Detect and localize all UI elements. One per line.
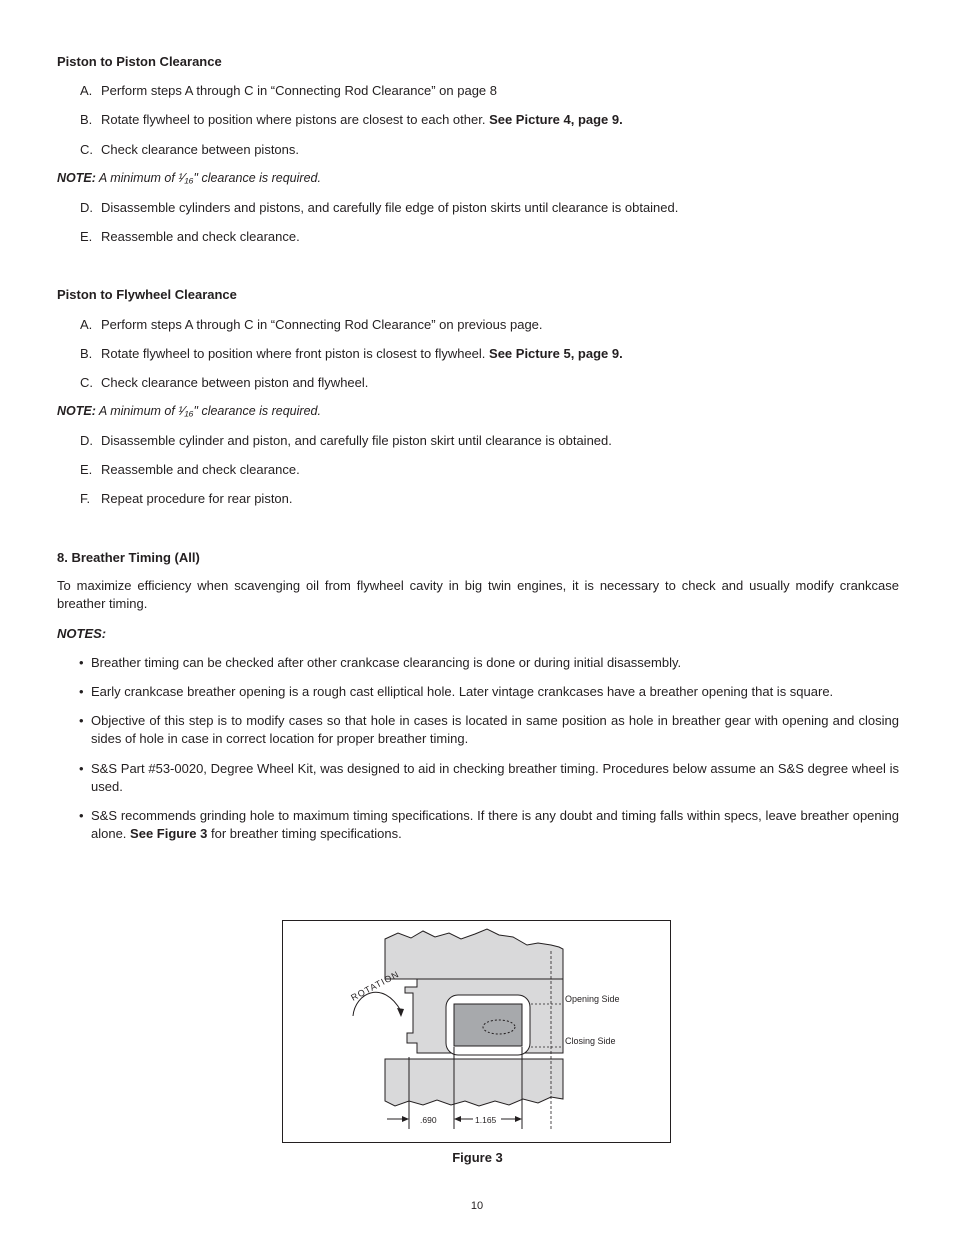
step-letter: D. [80, 200, 93, 215]
step-text: Repeat procedure for rear piston. [101, 491, 293, 506]
breather-timing-diagram [283, 921, 672, 1144]
step-text: Rotate flywheel to position where front piston is closest to flywheel. [101, 346, 490, 361]
list-item [80, 317, 900, 332]
list-item [80, 83, 900, 98]
figure-caption: Figure 3 [452, 1150, 503, 1165]
note-text: A minimum of ¹⁄₁₆" clearance is required. [95, 171, 321, 185]
bullet-text: Objective of this step is to modify cases so that hole in cases is located in same position as hole in breather gear with opening and closing sides of hole in case in correct location for proper breather timing. [91, 713, 899, 746]
intro-paragraph: To maximize efficiency when scavenging oil from flywheel cavity in big twin engines, it is necessary to check and usually modify crankcase breather timing. [57, 578, 899, 611]
closing-side-label: Closing Side [565, 1036, 616, 1046]
list-item [79, 807, 899, 843]
step-reference: See Picture 5, page 9. [489, 346, 623, 361]
page-number: 10 [470, 1200, 484, 1212]
crankcase-top [385, 929, 563, 979]
note [57, 404, 321, 418]
list-item [80, 433, 900, 448]
opening-side-label: Opening Side [565, 994, 620, 1004]
step-letter: B. [80, 112, 93, 127]
step-letter: A. [80, 83, 93, 98]
list-item [80, 346, 900, 361]
breather-gear-window [454, 1004, 522, 1046]
step-letter: E. [80, 462, 93, 477]
figure-reference: See Figure 3 [130, 826, 208, 841]
rotation-label: ROTATION [349, 968, 401, 1003]
step-text: Rotate flywheel to position where pistons are closest to each other. [101, 112, 490, 127]
bullet-dot: • [79, 655, 84, 670]
bullet-text-main: S&S recommends grinding hole to maximum timing specifications. If there is any doubt and timing falls within specs, leave breather opening alone. [91, 808, 899, 841]
step-letter: B. [80, 346, 93, 361]
bullet-text: Breather timing can be checked after other crankcase clearancing is done or during initial disassembly. [91, 655, 682, 670]
list-item [79, 760, 899, 796]
step-letter: E. [80, 229, 93, 244]
step-text: Disassemble cylinder and piston, and carefully file piston skirt until clearance is obtained. [101, 433, 612, 448]
bullet-dot: • [79, 761, 84, 776]
section-heading-piston-to-flywheel: Piston to Flywheel Clearance [57, 287, 237, 302]
list-item [80, 200, 900, 215]
note-label: NOTE: [57, 404, 96, 418]
step-letter: C. [80, 142, 93, 157]
step-text: Perform steps A through C in “Connecting Rod Clearance” on page 8 [101, 83, 498, 98]
step-text: Perform steps A through C in “Connecting Rod Clearance” on previous page. [101, 317, 543, 332]
figure-3-box [282, 920, 671, 1143]
step-text: Disassemble cylinders and pistons, and carefully file edge of piston skirts until clearance is obtained. [101, 200, 679, 215]
note-text: A minimum of ¹⁄₁₆" clearance is required. [95, 404, 321, 418]
bullet-text: Early crankcase breather opening is a rough cast elliptical hole. Later vintage crankcases have a breather opening that is square. [91, 684, 834, 699]
list-item [80, 112, 900, 127]
list-item [80, 142, 900, 157]
bullet-text-after: for breather timing specifications. [207, 826, 402, 841]
bullet-dot: • [79, 713, 84, 728]
list-item [80, 462, 900, 477]
step-letter: D. [80, 433, 93, 448]
list-item [80, 491, 900, 506]
list-item [80, 229, 900, 244]
step-letter: A. [80, 317, 93, 332]
step-letter: F. [80, 491, 91, 506]
bullet-dot: • [79, 808, 84, 823]
bullet-dot: • [79, 684, 84, 699]
bullet-text [91, 807, 899, 843]
list-item [79, 654, 899, 672]
note-label: NOTE: [57, 171, 96, 185]
list-item [79, 683, 899, 701]
dimension-1165: 1.165 [475, 1115, 497, 1125]
dimension-690: .690 [420, 1115, 437, 1125]
step-text: Reassemble and check clearance. [101, 229, 300, 244]
list-item [80, 375, 900, 390]
step-text: Check clearance between piston and flywheel. [101, 375, 369, 390]
step-text: Check clearance between pistons. [101, 142, 300, 157]
crankcase-bottom [385, 1059, 563, 1106]
list-item [79, 712, 899, 748]
step-text: Reassemble and check clearance. [101, 462, 300, 477]
section-heading-breather-timing: 8. Breather Timing (All) [57, 550, 200, 565]
notes-label: NOTES: [57, 626, 107, 641]
note [57, 171, 321, 185]
section-heading-piston-to-piston: Piston to Piston Clearance [57, 54, 222, 69]
bullet-text: S&S Part #53-0020, Degree Wheel Kit, was designed to aid in checking breather timing. Procedures below assume an S&S degree wheel is used. [91, 761, 899, 794]
step-reference: See Picture 4, page 9. [489, 112, 623, 127]
step-letter: C. [80, 375, 93, 390]
